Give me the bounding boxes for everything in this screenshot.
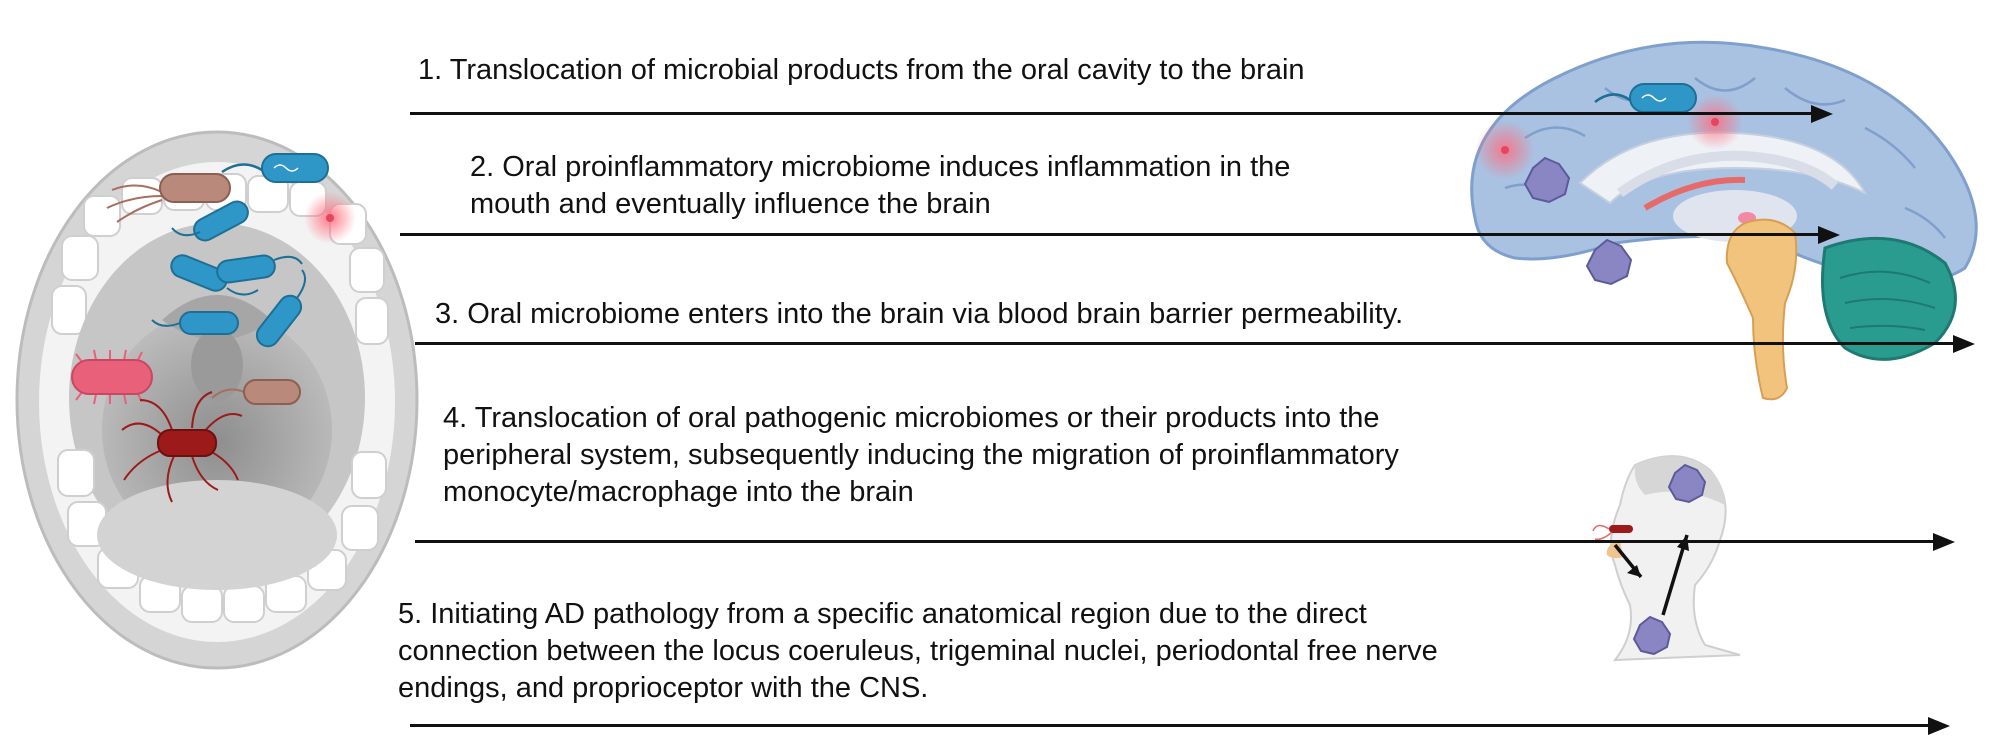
inflammation-glow-mouth bbox=[304, 192, 356, 244]
step-2-line-2: mouth and eventually influence the brain bbox=[470, 188, 991, 220]
step-2-line-1: 2. Oral proinflammatory microbiome induces inflammation in the bbox=[470, 151, 1291, 183]
step-3-line-1: 3. Oral microbiome enters into the brain via blood brain barrier permeability. bbox=[435, 298, 1404, 330]
step-4-line-3: monocyte/macrophage into the brain bbox=[443, 476, 914, 508]
step-5-text bbox=[398, 596, 1438, 707]
step-5-arrow bbox=[410, 717, 1950, 735]
step-4-line-2: peripheral system, subsequently inducing the migration of proinflammatory bbox=[443, 439, 1399, 471]
step-1-arrow bbox=[410, 105, 1830, 123]
step-2-text bbox=[470, 149, 1290, 223]
step-3-arrow bbox=[415, 335, 1975, 353]
step-4-line-1: 4. Translocation of oral pathogenic microbiomes or their products into the bbox=[443, 402, 1380, 434]
step-1-text bbox=[418, 52, 1305, 89]
step-5-line-3: endings, and proprioceptor with the CNS. bbox=[398, 672, 929, 704]
step-5-line-1: 5. Initiating AD pathology from a specific anatomical region due to the direct bbox=[398, 598, 1367, 630]
brain-sagittal-illustration bbox=[1435, 18, 1995, 498]
step-5-line-2: connection between the locus coeruleus, trigeminal nuclei, periodontal free nerve bbox=[398, 635, 1438, 667]
step-3-text bbox=[435, 296, 1403, 333]
head-profile-illustration bbox=[1575, 445, 1775, 670]
step-4-arrow bbox=[415, 533, 1955, 551]
step-2-arrow bbox=[400, 226, 1840, 244]
open-mouth-illustration bbox=[12, 130, 432, 690]
step-4-text bbox=[443, 400, 1399, 511]
step-1-line-1: 1. Translocation of microbial products from the oral cavity to the brain bbox=[418, 54, 1305, 86]
